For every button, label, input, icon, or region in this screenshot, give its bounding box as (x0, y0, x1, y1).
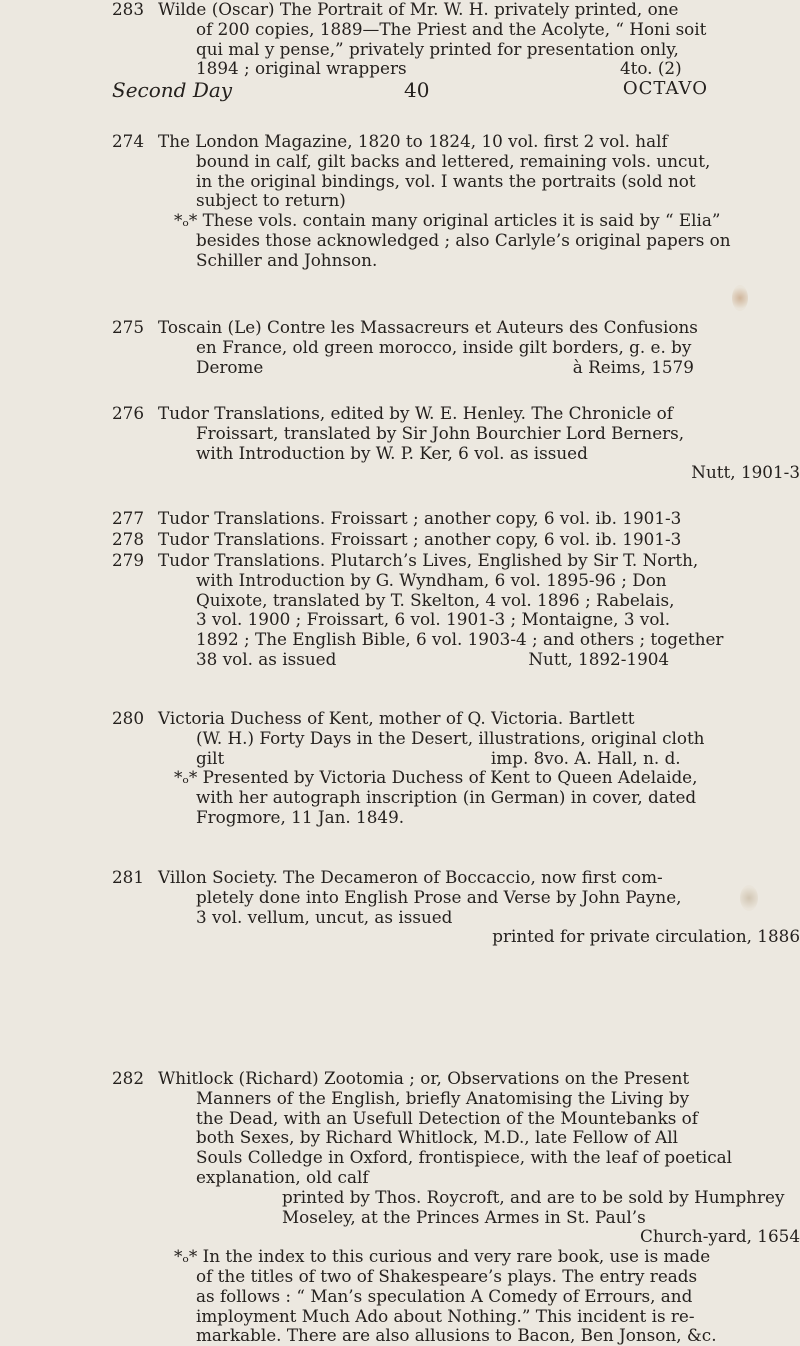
lot-entry (112, 1068, 800, 1346)
lot-text-line: printed by Thos. Roycroft, and are to be sold by Humphrey (282, 1186, 785, 1207)
lot-text-line: with her autograph inscription (in German) in cover, dated (196, 787, 697, 808)
lot-text-line: The London Magazine, 1820 to 1824, 10 vol. first 2 vol. half (158, 131, 668, 151)
lot-text-line: en France, old green morocco, inside gilt borders, g. e. by (196, 336, 692, 357)
lot-text-line: Whitlock (Richard) Zootomia ; or, Observations on the Present (158, 1068, 690, 1088)
lot-text-line: 38 vol. as issued Nutt, 1892-1904 (196, 649, 670, 669)
lot-text-line: gilt imp. 8vo. A. Hall, n. d. (196, 747, 681, 768)
lot-text-line: imployment Much Ado about Nothing.” This incident is re- (196, 1305, 695, 1326)
lot-text-line: Church-yard, 1654 (640, 1226, 800, 1247)
page-stain (740, 885, 758, 911)
lot-text-line: bound in calf, gilt backs and lettered, remaining vols. uncut, (196, 150, 711, 171)
lot-text-line: *ₒ* In the index to this curious and very rare book, use is made (174, 1246, 711, 1267)
lot-text-line: Toscain (Le) Contre les Massacreurs et Auteurs des Confusions (158, 317, 698, 337)
lot-number: 283 (112, 0, 145, 19)
lot-number: 280 (112, 708, 145, 728)
lot-text-line: Wilde (Oscar) The Portrait of Mr. W. H. privately printed, one (158, 0, 679, 19)
lot-text-line: of the titles of two of Shakespeare’s plays. The entry reads (196, 1266, 698, 1286)
lot-number: 279 (112, 550, 145, 570)
lot-text-line: Nutt, 1901-3 (691, 462, 800, 483)
lot-entry (112, 530, 712, 550)
lot-text-line: qui mal y pense,” privately printed for presentation only, (196, 38, 679, 59)
lot-text-line: pletely done into English Prose and Verse by John Payne, (196, 886, 682, 907)
lot-text-line: 3 vol. vellum, uncut, as issued (196, 906, 453, 927)
lot-text-line: Manners of the English, briefly Anatomising the Living by (196, 1087, 690, 1108)
lot-number: 281 (112, 867, 145, 887)
lot-entry (112, 867, 800, 947)
lot-text-line: printed for private circulation, 1886 (492, 926, 800, 947)
lot-text-line: *ₒ* These vols. contain many original articles it is said by “ Elia” (174, 210, 721, 231)
lot-text-line: 1892 ; The English Bible, 6 vol. 1903-4 ; and others ; together (196, 629, 724, 650)
lot-text-line: Tudor Translations, edited by W. E. Henley. The Chronicle of (158, 403, 673, 423)
lot-text-line: Frogmore, 11 Jan. 1849. (196, 807, 405, 827)
lot-text-line: *ₒ* Presented by Victoria Duchess of Kent to Queen Adelaide, (174, 767, 698, 788)
page-stain (732, 285, 748, 311)
lot-text-line: Souls Colledge in Oxford, frontispiece, with the leaf of poetical (196, 1147, 733, 1168)
lot-text-line: Schiller and Johnson. (196, 249, 378, 270)
lot-entry (112, 0, 712, 79)
lot-text-line: Victoria Duchess of Kent, mother of Q. Victoria. Bartlett (158, 708, 635, 728)
lot-number: 276 (112, 403, 145, 423)
lot-text-line: Derome à Reims, 1579 (196, 356, 694, 377)
header-sale-day: Second Day (112, 78, 233, 102)
lot-text-line: of 200 copies, 1889—The Priest and the Acolyte, “ Honi soit (196, 18, 707, 39)
lot-entry (112, 550, 724, 670)
lot-text-line: Tudor Translations. Plutarch’s Lives, Englished by Sir T. North, (158, 550, 699, 570)
lot-text-line: with Introduction by W. P. Ker, 6 vol. as issued (196, 442, 588, 463)
header-format: OCTAVO (622, 78, 708, 99)
page-header (112, 78, 708, 108)
lot-text-line: Tudor Translations. Froissart ; another copy, 6 vol. ib. 1901-3 (158, 529, 682, 549)
lot-text-line: explanation, old calf (196, 1167, 369, 1187)
lot-text-line: Moseley, at the Princes Armes in St. Paul’s (282, 1206, 646, 1227)
lot-text-line: Quixote, translated by T. Skelton, 4 vol. 1896 ; Rabelais, (196, 589, 675, 610)
lot-text-line: in the original bindings, vol. I wants the portraits (sold not (196, 170, 696, 191)
lot-text-line: (W. H.) Forty Days in the Desert, illustrations, original cloth (196, 727, 705, 748)
lot-entry (112, 131, 731, 271)
lot-text-line: 3 vol. 1900 ; Froissart, 6 vol. 1901-3 ; Montaigne, 3 vol. (196, 609, 671, 630)
lot-entry (112, 318, 712, 377)
lot-text-line: the Dead, with an Usefull Detection of the Mountebanks of (196, 1107, 698, 1128)
page-number: 40 (404, 78, 430, 102)
lot-text-line: Villon Society. The Decameron of Boccaccio, now first com- (158, 867, 663, 887)
lot-number: 274 (112, 131, 145, 151)
lot-text-line: Froissart, translated by Sir John Bourchier Lord Berners, (196, 422, 685, 443)
lot-text-line: with Introduction by G. Wyndham, 6 vol. 1895-96 ; Don (196, 569, 667, 590)
lot-number: 278 (112, 529, 145, 549)
lot-text-line: markable. There are also allusions to Bacon, Ben Jonson, &c. (196, 1325, 717, 1346)
lot-text-line: besides those acknowledged ; also Carlyle’s original papers on (196, 230, 731, 250)
lot-text-line: as follows : “ Man’s speculation A Comedy of Errours, and (196, 1285, 693, 1306)
lot-text-line: subject to return) (196, 190, 346, 211)
lot-entry (112, 709, 712, 828)
lot-text-line: both Sexes, by Richard Whitlock, M.D., late Fellow of All (196, 1127, 679, 1148)
lot-text-line: 1894 ; original wrappers 4to. (2) (196, 58, 682, 79)
lot-entry (112, 403, 800, 483)
lot-entry (112, 509, 712, 529)
lot-text-line: Tudor Translations. Froissart ; another copy, 6 vol. ib. 1901-3 (158, 508, 682, 528)
lot-number: 277 (112, 508, 145, 528)
lot-number: 275 (112, 317, 145, 337)
lot-number: 282 (112, 1068, 145, 1088)
